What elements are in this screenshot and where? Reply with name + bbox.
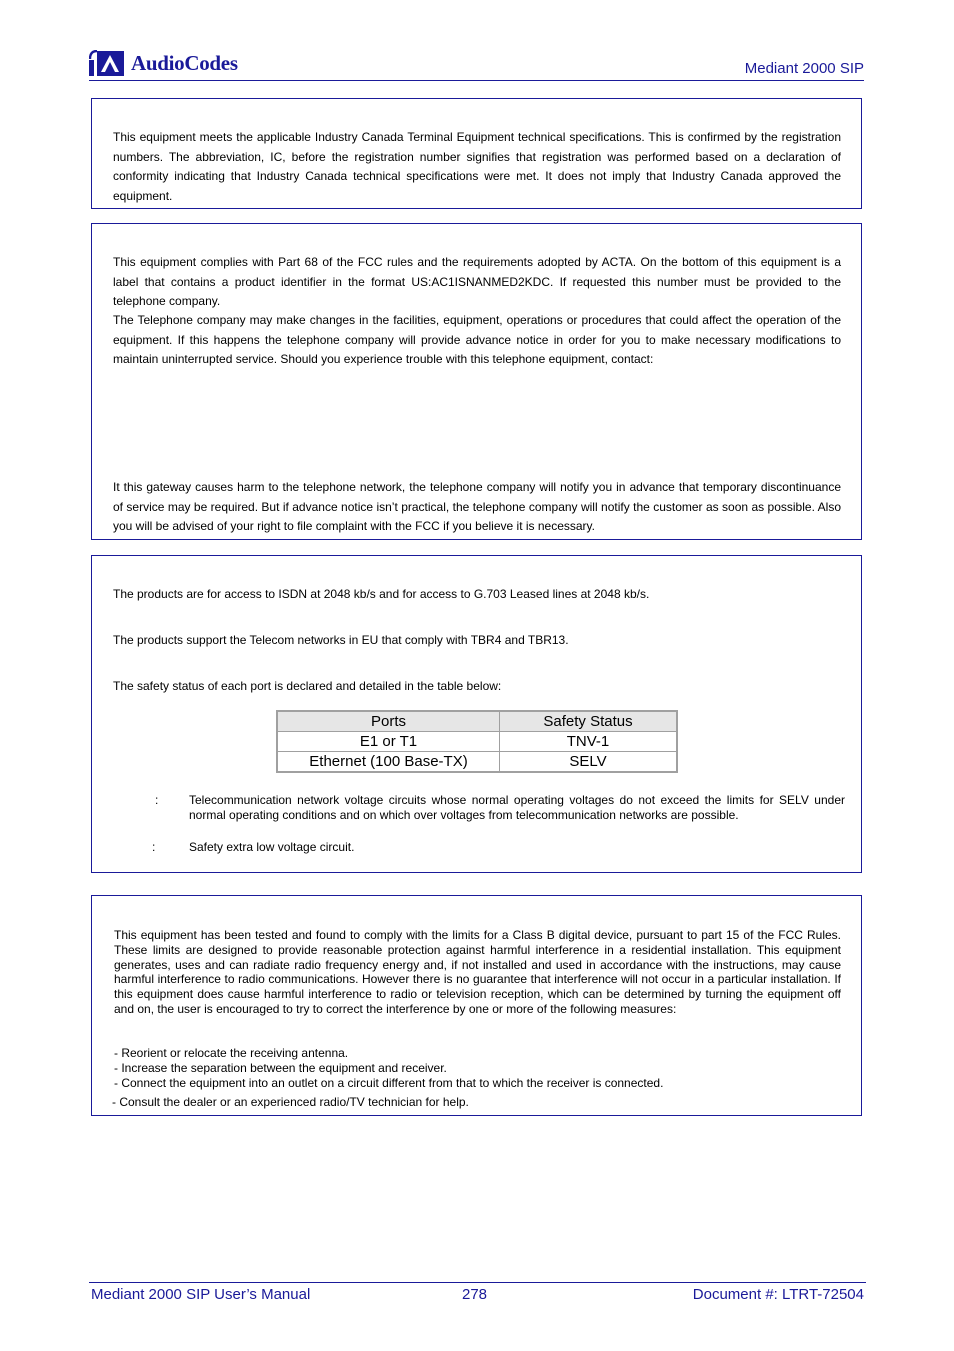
- eu-paragraph-2: The products support the Telecom networks in EU that comply with TBR4 and TBR13.: [113, 633, 569, 647]
- eu-telecom-section: [91, 555, 862, 873]
- list-item: - Connect the equipment into an outlet on a circuit different from that to which the receiver is connected.: [114, 1076, 664, 1090]
- table-cell: TNV-1: [500, 732, 678, 752]
- footer-document-number: Document #: LTRT-72504: [692, 1286, 864, 1303]
- note-colon: :: [155, 793, 159, 807]
- list-item: - Increase the separation between the equipment and receiver.: [114, 1061, 447, 1075]
- tnv-note-text: Telecommunication network voltage circuits whose normal operating voltages do not exceed the limits for SELV under normal operating conditions and on which over voltages from telecommunication networks are possible.: [189, 793, 845, 822]
- industry-canada-section: [91, 98, 862, 209]
- fcc68-paragraph-2: The Telephone company may make changes in the facilities, equipment, operations or procedures that could affect the operation of the equipment. If this happens the telephone company will provide advance notice in order for you to make necessary modifications to maintain uninterrupted service. Should you experience trouble with this telephone equipment, contact:: [113, 313, 841, 366]
- fcc-part15-section: [91, 895, 862, 1116]
- header-divider: [89, 80, 864, 81]
- table-cell: SELV: [500, 752, 678, 773]
- table-header-safety-status: Safety Status: [500, 711, 678, 732]
- footer-page-number: 278: [462, 1286, 488, 1303]
- table-cell: Ethernet (100 Base-TX): [277, 752, 500, 773]
- table-header-ports: Ports: [277, 711, 500, 732]
- industry-canada-text: This equipment meets the applicable Industry Canada Terminal Equipment technical specifications. This is confirmed by the registration numbers. The abbreviation, IC, before the registration number signifies that registration was performed based on a declaration of conformity indicating that Industry Canada technical specifications were met. It does not imply that Industry Canada approved the equipment.: [113, 130, 841, 203]
- fcc-part68-section: [91, 223, 862, 540]
- list-item: - Reorient or relocate the receiving antenna.: [114, 1046, 349, 1060]
- fcc15-text: This equipment has been tested and found to comply with the limits for a Class B digital device, pursuant to part 15 of the FCC Rules. These limits are designed to provide reasonable protection against harmful interference in a residential installation. This equipment generates, uses and can radiate radio frequency energy and, if not installed and used in accordance with the instructions, may cause harmful interference to radio communications. However there is no guarantee that interference will not occur in a particular installation. If this equipment does cause harmful interference to radio or television reception, which can be determined by turning the equipment off and on, the user is encouraged to try to correct the interference by one or more of the following measures:: [114, 928, 841, 1016]
- audiocodes-logo: [89, 49, 238, 77]
- note-colon: :: [152, 840, 156, 854]
- table-header-row: [277, 711, 677, 732]
- footer-manual-title: Mediant 2000 SIP User’s Manual: [91, 1286, 311, 1303]
- eu-paragraph-3: The safety status of each port is declared and detailed in the table below:: [113, 679, 502, 693]
- list-item: - Consult the dealer or an experienced radio/TV technician for help.: [112, 1095, 469, 1109]
- footer-divider: [89, 1282, 866, 1283]
- fcc15-measures-list: [114, 1046, 842, 1110]
- table-cell: E1 or T1: [277, 732, 500, 752]
- fcc68-paragraph-3: It this gateway causes harm to the telephone network, the telephone company will notify you in advance that temporary discontinuance of service may be required. But if advance notice isn’t practical, the telephone company will notify the customer as soon as possible. Also you will be advised of your right to file complaint with the FCC if you believe it is necessary.: [113, 480, 841, 533]
- table-row: [277, 752, 677, 773]
- audiocodes-logo-icon: [89, 50, 125, 76]
- selv-note-text: Safety extra low voltage circuit.: [189, 840, 355, 854]
- port-safety-table: [276, 710, 678, 773]
- fcc68-paragraph-1: This equipment complies with Part 68 of the FCC rules and the requirements adopted by ACTA. On the bottom of this equipment is a label that contains a product identifier in the format US:AC1ISNANMED2KDC. If requested this number must be provided to the telephone company.: [113, 255, 841, 308]
- eu-paragraph-1: The products are for access to ISDN at 2048 kb/s and for access to G.703 Leased lines at 2048 kb/s.: [113, 587, 650, 601]
- header-product-name: Mediant 2000 SIP: [744, 60, 864, 77]
- logo-text: AudioCodes: [131, 50, 238, 75]
- table-row: [277, 732, 677, 752]
